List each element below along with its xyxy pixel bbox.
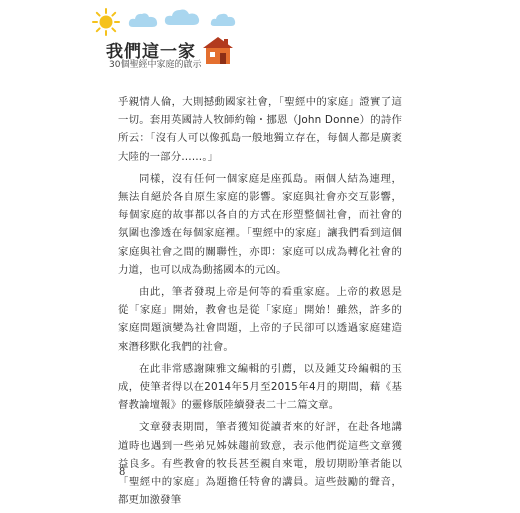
sun-icon <box>92 8 120 36</box>
header-subtitle: 30個聖經中家庭的啟示 <box>109 60 202 70</box>
paragraph: 乎親情人倫，大則撼動國家社會，「聖經中的家庭」證實了這一切。套用英國詩人牧師約翰・挪恩（John Donne）的詩作所云：「沒有人可以像孤島一般地獨立存在，每個人都是廣袤大陸的一部分……。」 <box>118 96 402 163</box>
paragraph: 由此，筆者發現上帝是何等的看重家庭。上帝的救恩是從「家庭」開始，教會也是從「家庭」開始！雖然，許多的家庭問題演變為社會問題，上帝的子民卻可以透過家庭建造來潛移默化我們的社會。 <box>118 286 402 353</box>
house-icon <box>200 35 236 65</box>
page-header <box>92 8 272 68</box>
body-text <box>118 93 402 513</box>
cloud-icon <box>128 12 158 28</box>
header-title: 我們這一家 <box>106 42 196 62</box>
paragraph: 文章發表期間，筆者獲知從讀者來的好評，在赴各地講道時也遇到一些弟兄姊妹趨前致意，表示他們從這些文章獲益良多。有些教會的牧長甚至親自來電，殷切期盼筆者能以「聖經中的家庭」為題擔任特會的講員。這些鼓勵的聲音，都更加激發筆 <box>118 421 402 507</box>
cloud-icon <box>164 8 200 26</box>
paragraph: 在此非常感謝陳雅文編輯的引薦，以及鍾艾玲編輯的玉成，使筆者得以在2014年5月至2015年4月的期間，藉《基督教論壇報》的靈修版陸續發表二十二篇文章。 <box>118 362 402 412</box>
paragraph: 同樣，沒有任何一個家庭是座孤島。兩個人結為連理，無法自絕於各自原生家庭的影響。家庭與社會亦交互影響，每個家庭的故事都以各自的方式在形塑整個社會，而社會的氛圍也滲透在每個家庭裡。「聖經中的家庭」讓我們看到這個家庭與社會之間的關聯性，亦即：家庭可以成為轉化社會的力道，也可以成為動搖國本的元凶。 <box>118 172 402 276</box>
page-number: 8 <box>119 467 126 478</box>
cloud-icon <box>210 13 236 27</box>
